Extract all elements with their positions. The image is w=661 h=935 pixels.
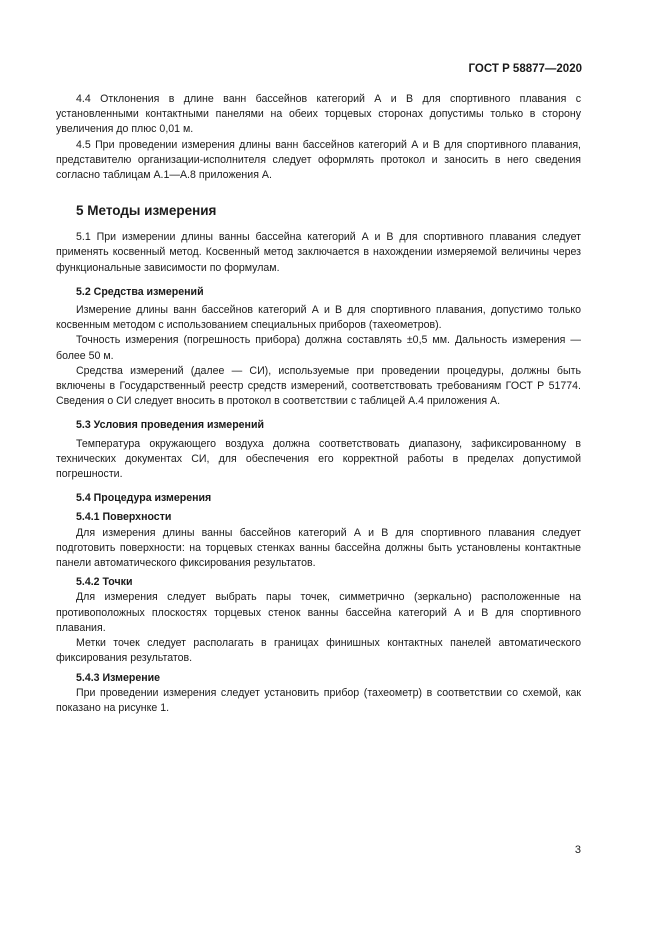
section-5-4-1-heading: 5.4.1 Поверхности [76, 511, 172, 524]
section-5-4-2-heading: 5.4.2 Точки [76, 576, 133, 589]
clause-4-5: 4.5 При проведении измерения длины ванн бассейнов категорий А и В для спортивного плавания, представителю организации-исполнителя следует оформлять протокол и заносить в него сведения согласно таблицам А.1—А.8 приложения А. [56, 138, 581, 182]
clause-5-1: 5.1 При измерении длины ванны бассейна категорий А и В для спортивного плавания следует применять косвенный метод. Косвенный метод заключается в нахождении измеряемой величины через функциональные зависимости по формулам. [56, 231, 581, 274]
section-5-4-3-heading: 5.4.3 Измерение [76, 671, 161, 684]
clause-5-2-para-3: Средства измерений (далее — СИ), используемые при проведении процедуры, должны быть включены в Государственный реестр средств измерений, соответствовать требованиям ГОСТ Р 51774. Сведения о СИ следует вносить в протокол в соответствии с таблицей А.4 приложения А. [56, 364, 581, 408]
section-5-4-heading: 5.4 Процедура измерения [76, 492, 212, 505]
clause-5-4-2-para-1: Для измерения следует выбрать пары точек, симметрично (зеркально) расположенные на противоположных плоскостях торцевых стенок ванны бассейна категорий А и В для спортивного плавания. [56, 591, 581, 634]
section-5-3-heading: 5.3 Условия проведения измерений [76, 419, 264, 432]
clause-4-4: 4.4 Отклонения в длине ванн бассейнов категорий А и В для спортивного плавания с установленными контактными панелями на обеих торцевых сторонах допустимы только в сторону увеличения до плюс 0,01 м. [56, 93, 581, 136]
document-body [56, 92, 581, 716]
clause-5-2-para-2: Точность измерения (погрешность прибора) должна составлять ±0,5 мм. Дальность измерения — более 50 м. [56, 334, 581, 362]
clause-5-2-para-1: Измерение длины ванн бассейнов категорий А и В для спортивного плавания, допустимо только косвенным методом с использованием специальных приборов (тахеометров). [56, 304, 581, 332]
document-id-header: ГОСТ Р 58877—2020 [468, 63, 582, 75]
section-5-heading: 5 Методы измерения [76, 203, 217, 219]
page-number: 3 [574, 844, 581, 856]
clause-5-4-2-para-2: Метки точек следует располагать в границах финишных контактных панелей автоматического фиксирования результатов. [56, 637, 581, 665]
section-5-2-heading: 5.2 Средства измерений [76, 285, 204, 298]
clause-5-3-para-1: Температура окружающего воздуха должна соответствовать диапазону, зафиксированному в технических документах СИ, для обеспечения его корректной работы в пределах допустимой погрешности. [56, 437, 581, 481]
clause-5-4-1-para-1: Для измерения длины ванны бассейнов категорий А и В для спортивного плавания следует подготовить поверхности: на торцевых стенках ванны бассейна должны быть установлены контактные панели автоматического фиксирования результатов. [56, 526, 581, 570]
clause-5-4-3-para-1: При проведении измерения следует установить прибор (тахеометр) в соответствии со схемой, как показано на рисунке 1. [56, 686, 581, 714]
